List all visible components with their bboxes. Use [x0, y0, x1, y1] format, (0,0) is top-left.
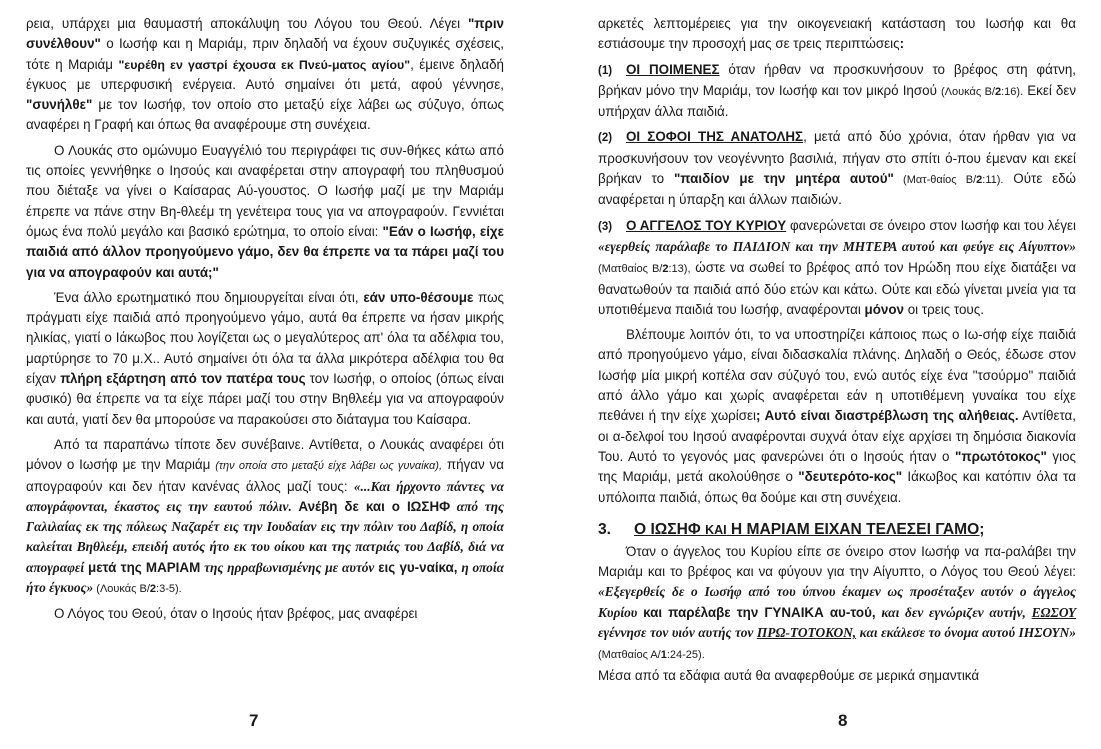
reference-chapter: 2 [976, 174, 983, 187]
paragraph [598, 14, 1076, 55]
text: Ο Λουκάς στο ομώνυμο Ευαγγέλιό του περιγράφει τις συν-θήκες κάτω από τις οποίες γεννήθηκε ο Ιησούς και αναφέρεται στην απογραφή του πληθυσμού που διέταξε να γίνει ο Καίσαρας Αύ-γουστος. Ο Ιωσήφ μαζί με την Μαριάμ έπρεπε να πάνε στην Βη-θλεέμ τη γενέτειρα τους για να απογραφούν. Γεννιέται όμως ένα πολύ μεγάλο και βασικό ερώτημα, το οποίο είναι: [26, 142, 504, 239]
scripture-quote-underlined: ΠΡΩ-ΤΟΤΟΚΟΝ, [756, 625, 857, 641]
aside-italic: (την οποία στο μεταξύ είχε λάβει ως γυναίκα), [215, 460, 443, 473]
text: οι τρεις τους. [904, 301, 984, 317]
section-title: Ο ΙΩΣΗΦ [634, 520, 706, 538]
text: πήγαν να απογραφούν και δεν ήταν κανένας άλλος μαζί τους: [26, 457, 504, 494]
quote-bold: "παιδίον με την μητέρα αυτού" [673, 171, 894, 187]
paragraph [26, 288, 504, 430]
scripture-quote: «...Και ήρχοντο πάντες να απογράφονται, έκαστος εις την εαυτού πόλιν. [26, 478, 504, 514]
page-left [26, 14, 504, 630]
text: Μέσα από τα εδάφια αυτά θα αναφερθούμε σε μερικά σημαντικά [598, 667, 980, 683]
quote-bold: "πρωτότοκος" [955, 448, 1047, 464]
paragraph [26, 14, 504, 136]
text: Αντίθετα, οι α-δελφοί του Ιησού αναφέρονται συχνά όταν είχε αρχίσει τη δημόσια διακονία Του. Αυτό το γεγονός μας φανερώνει ότι ο Ιησούς ήταν ο [598, 408, 1077, 464]
scripture-quote-bold: και παρέλαβε την ΓΥΝΑΙΚΑ αυ-τού, [643, 604, 876, 620]
text: αρκετές λεπτομέρειες για την οικογενειακή κατάσταση του Ιωσήφ και θα εστιάσουμε την προσοχή μας σε τρεις περιπτώσεις [598, 16, 1076, 52]
section-title: ΚΑΙ [705, 522, 727, 537]
emphasis-bold: πλήρη εξάρτηση από τον πατέρα τους [60, 371, 306, 387]
quote-bold: "πριν συνέλθουν" [26, 16, 504, 52]
text: πως πράγματι είχε παιδιά από προηγούμενο γάμο, αυτά θα έπρεπε να ήσαν μικρής ηλικίας, γιατί ο Ιάκωβος που λογίζεται ως ο μεγαλύτερος απ' όλα τα αδέλφια του, μαρτύρησε το 70 μ.Χ.. Αυτό σημαίνει ότι όλα τα άλλα μικρότερα αδέλφια του θα είχαν [26, 289, 504, 387]
text: , μετά από δύο χρόνια, όταν ήρθαν για να προσκυνήσουν τον νεογέννητο βασιλιά, πήγαν στο σπίτι ό-που έμεναν και εκεί βρήκαν το [598, 129, 1077, 187]
reference: (Ματθαίος Β/ [598, 263, 663, 276]
reference-chapter: 2 [662, 263, 669, 276]
scripture-quote: της ηρραβωνισμένης με αυτόν [200, 559, 379, 575]
paragraph [26, 141, 504, 283]
reference-chapter: 2 [149, 583, 157, 596]
question-bold: "Εάν ο Ιωσήφ, είχε παιδιά από άλλον προηγούμενο γάμο, δεν θα έπρεπε να τα πάρει μαζί του για να απογραφούν και αυτά;" [26, 223, 504, 280]
text: , έμεινε δηλαδή έγκυος με υπερφυσική ενέργεια. Αυτό σημαίνει ότι μετά, αφού γέννησε, [26, 56, 504, 92]
reference: (Ματθαίος Α/ [598, 649, 661, 662]
case-heading: Ο ΑΓΓΕΛΟΣ ΤΟΥ ΚΥΡΙΟΥ [626, 217, 787, 233]
paragraph [26, 435, 504, 599]
case-number: (1) [598, 64, 613, 77]
scripture-quote-underlined: ΕΩΣΟΥ [1031, 604, 1077, 620]
text: Εκεί δεν υπήρχαν άλλα παιδιά. [598, 82, 1077, 120]
quote-bold: "ευρέθη εν γαστρί έχουσα εκ Πνεύ-ματος αγίου" [118, 57, 411, 72]
paragraph [26, 604, 504, 624]
text: Βλέπουμε λοιπόν ότι, το να υποστηρίζει κάποιος πως ο Ιω-σήφ είχε παιδιά από προηγούμενο γάμο, είναι διδασκαλία πλάνης. Δηλαδή ο Θεός, έδωσε στον Ιωσήφ μία μικρή κοπέλα σαν σύζυγό του, ενώ αυτός είχε ένα "τσούρμο" παιδιά από άλλο γάμο και χωρίς αναφέρεται εάν η υποτιθέμενη γυναίκα του είχε πεθάνει ή την είχε χωρίσει [598, 327, 1076, 424]
paragraph [598, 325, 1076, 508]
scripture-quote: και εκάλεσε το όνομα αυτού ΙΗΣΟΥΝ» [856, 625, 1076, 641]
case-number: (3) [598, 220, 613, 233]
section-title: Η ΜΑΡΙΑΜ ΕΙΧΑΝ ΤΕΛΕΣΕΙ ΓΑΜΟ; [726, 520, 985, 538]
text: ρεια, υπάρχει μια θαυμαστή αποκάλυψη του Λόγου του Θεού. Λέγει [26, 16, 468, 31]
case-heading: ΟΙ ΠΟΙΜΕΝΕΣ [626, 61, 720, 77]
case-shepherds [598, 60, 1076, 123]
scripture-quote-bold: μετά της ΜΑΡΙΑΜ [88, 559, 201, 575]
reference: :13), [668, 263, 691, 276]
reference: :3-5). [156, 583, 182, 596]
emphasis-bold: ; Αυτό είναι διαστρέβλωση της αλήθειας. [755, 408, 1019, 424]
text: Ο Λόγος του Θεού, όταν ο Ιησούς ήταν βρέφος, μας αναφέρει [54, 606, 418, 622]
text: Όταν ο άγγελος του Κυρίου είπε σε όνειρο στον Ιωσήφ να πα-ραλάβει την Μαριάμ και το βρέφος και να φύγουν για την Αίγυπτο, ο Λόγος του Θεού λέγει: [598, 543, 1076, 580]
emphasis-bold: εάν υπο-θέσουμε [363, 289, 474, 305]
quote-bold: "δευτερότο-κος" [798, 469, 903, 485]
section-heading [598, 520, 1076, 540]
case-number: (2) [598, 132, 613, 145]
reference: :11). [982, 174, 1004, 187]
section-number: 3. [598, 520, 612, 538]
emphasis-bold: μόνον [864, 301, 904, 317]
scripture-quote: «εγερθείς παράλαβε το ΠΑΙΔΙΟΝ και την ΜΗΤΕΡΑ αυτού και φεύγε εις Αίγυπτον» [598, 238, 1076, 254]
text: φανερώνεται σε όνειρο στον Ιωσήφ και του λέγει [786, 217, 1076, 233]
reference: :16). [1001, 85, 1024, 98]
scripture-quote-bold: Ανέβη δε και ο ΙΩΣΗΦ [298, 498, 451, 514]
text: : [899, 36, 905, 52]
text: Ούτε εδώ αναφέρεται η ύπαρξη και άλλων παιδιών. [598, 171, 1076, 208]
case-angel [598, 216, 1076, 320]
text: γιος της Μαριάμ, μετά ακολούθησε ο [598, 448, 1077, 485]
text: Ιάκωβος και κατόπιν όλα τα υπόλοιπα παιδιά, όπως θα δούμε και στη συνέχεια. [598, 469, 1076, 505]
case-heading: ΟΙ ΣΟΦΟΙ ΤΗΣ ΑΝΑΤΟΛΗΣ [626, 129, 804, 145]
reference: :24-25). [666, 649, 705, 662]
quote-bold: "συνήλθε" [26, 97, 93, 113]
reference-chapter: 2 [995, 85, 1002, 98]
text: ο Ιωσήφ και η Μαριάμ, πριν δηλαδή να έχουν συζυγικές σχέσεις, τότε η Μαριάμ [26, 36, 504, 72]
scripture-quote: εγέννησε τον υιόν αυτής τον [598, 625, 757, 641]
page-number-left: 7 [249, 711, 259, 730]
scripture-quote-bold: εις γυ-ναίκα, [378, 559, 458, 575]
reference: (Λουκάς Β/ [941, 85, 995, 98]
scripture-quote: «Εξεγερθείς δε ο Ιωσήφ από του ύπνου έκαμεν ως προσέταξεν αυτόν ο άγγελος Κυρίου [598, 584, 1076, 620]
text: όταν ήρθαν να προσκυνήσουν το βρέφος στη φάτνη, βρήκαν μόνο την Μαριάμ, τον Ιωσήφ και τον μικρό Ιησού [598, 61, 1076, 98]
case-wise-men [598, 127, 1076, 210]
paragraph [598, 542, 1076, 686]
page-right [598, 14, 1076, 691]
page-number-right: 8 [838, 711, 848, 730]
text: Ένα άλλο ερωτηματικό που δημιουργείται είναι ότι, [54, 289, 364, 305]
scripture-quote: από της Γαλιλαίας εκ της πόλεως Ναζαρέτ εις την Ιουδαίαν εις την πόλιν του Δαβίδ, η οποία καλείται Βηθλεέμ, επειδή αυτός ήτο εκ του οίκου και της πατριάς του Δαβίδ, διά να απογραφεί [26, 498, 504, 575]
scripture-quote: και δεν εγνώριζεν αυτήν, [875, 604, 1032, 620]
text: τον Ιωσήφ, ο οποίος (όπως είναι φυσικό) θα έπρεπε να τα είχε πάρει μαζί του στην Βηθλεέμ για να απογραφούν και αυτά, γιατί δεν θα μπορούσε να παρακούσει στο διάταγμα του Καίσαρα. [26, 371, 504, 427]
text: ώστε να σωθεί το βρέφος από τον Ηρώδη που είχε διατάξει να θανατωθούν τα παιδιά από δύο ετών και κάτω. Ούτε και εδώ γίνεται μνεία για τα υποτιθέμενα παιδιά του Ιωσήφ, αναφέρονται [598, 260, 1076, 317]
reference-chapter: 1 [660, 649, 667, 662]
text: Από τα παραπάνω τίποτε δεν συνέβαινε. Αντίθετα, ο Λουκάς αναφέρει ότι μόνον ο Ιωσήφ με την Μαριάμ [26, 436, 504, 473]
reference: (Λουκάς Β/ [93, 583, 150, 596]
reference: (Ματ-θαίος Β/ [893, 174, 977, 187]
scripture-quote: η οποία ήτο έγκυος» [26, 559, 504, 596]
text: με τον Ιωσήφ, τον οποίο στο μεταξύ είχε λάβει ως σύζυγο, όπως αναφέρει η Γραφή και όπως θα αναφέρουμε στη συνέχεια. [26, 97, 504, 133]
